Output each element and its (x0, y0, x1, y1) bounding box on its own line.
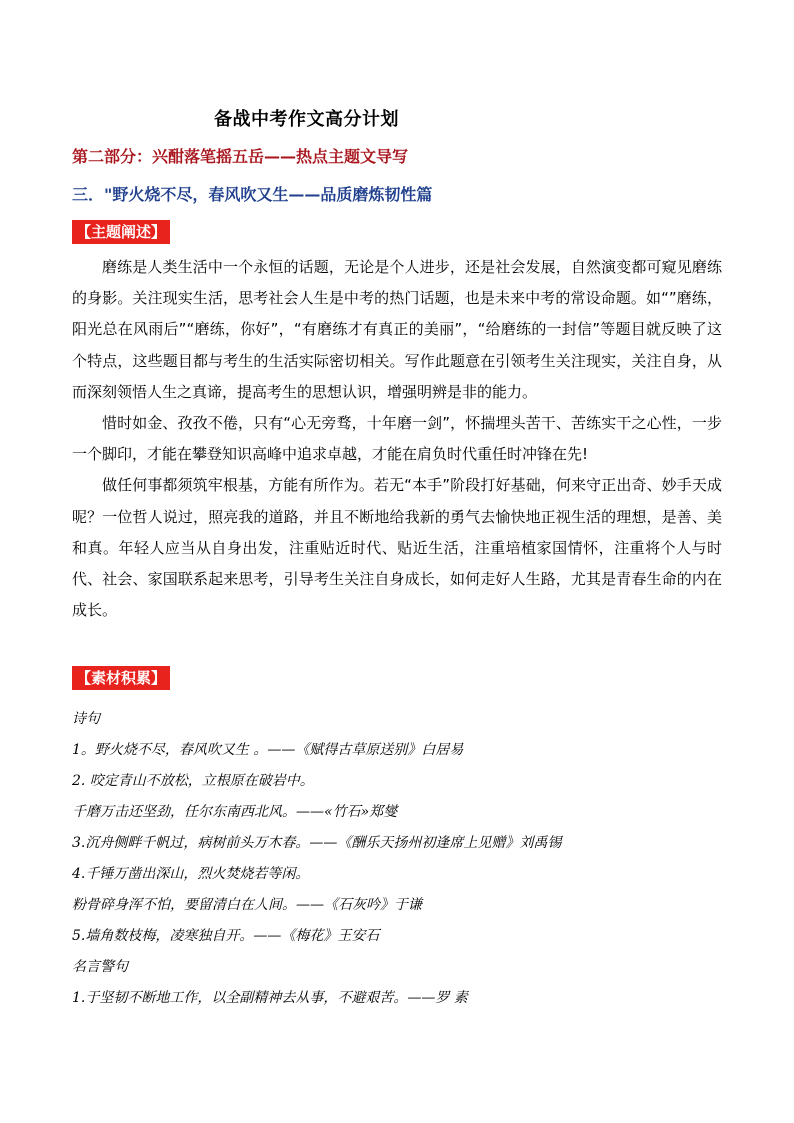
list-item: 1。野火烧不尽，春风吹又生 。——《赋得古草原送别》白居易 (72, 742, 464, 758)
material-tag: 【素材积累】 (72, 666, 170, 690)
theme-paragraph: 做任何事都须筑牢根基，方能有所作为。若无“本手”阶段打好基础，何来守正出奇、妙手天成呢？一位哲人说过，照亮我的道路，并且不断地给我新的勇气去愉快地正视生活的理想，是善、美和真。年轻人应当从自身出发，注重贴近时代、贴近生活，注重培植家国情怀，注重将个人与时代、社会、家国联系起来思考，引导考生关注自身成长，如何走好人生路，尤其是青春生命的内在成长。 (72, 476, 722, 620)
list-item: 千磨万击还坚劲，任尔东南西北风。——«竹石»郑燮 (72, 804, 398, 820)
list-item: 4.千锤万凿出深山，烈火焚烧若等闲。 (72, 866, 310, 882)
list-item: 5.墙角数枝梅，凌寒独自开。——《梅花》王安石 (72, 928, 380, 944)
list-item: 2. 咬定青山不放松，立根原在破岩中。 (72, 773, 314, 789)
list-item: 1.于坚韧不断地工作，以全副精神去从事，不避艰苦。——罗 素 (72, 990, 468, 1006)
material-list (72, 704, 732, 1014)
theme-paragraph: 磨练是人类生活中一个永恒的话题，无论是个人进步，还是社会发展，自然演变都可窥见磨练的身影。关注现实生活，思考社会人生是中考的热门话题，也是未来中考的常设命题。如“”磨练，阳光总在风雨后”“磨练，你好”，“有磨练才有真正的美丽”，“给磨练的一封信”等题目就反映了这个特点，这些题目都与考生的生活实际密切相关。写作此题意在引领考生关注现实，关注自身，从而深刻领悟人生之真谛，提高考生的思想认识，增强明辨是非的能力。 (72, 258, 722, 401)
theme-tag: 【主题阐述】 (72, 220, 170, 244)
list-item: 诗句 (72, 711, 100, 727)
theme-body (72, 252, 722, 626)
list-item: 粉骨碎身浑不怕，要留清白在人间。——《石灰吟》于谦 (72, 897, 422, 913)
theme-paragraph: 惜时如金、孜孜不倦，只有“心无旁骛，十年磨一剑”，怀揣埋头苦干、苦练实干之心性，一步一个脚印，才能在攀登知识高峰中追求卓越，才能在肩负时代重任时冲锋在先! (72, 414, 722, 464)
section-heading: 三．"野火烧不尽，春风吹又生——品质磨炼韧性篇 (72, 185, 433, 204)
part-heading: 第二部分：兴酣落笔摇五岳——热点主题文导写 (72, 147, 409, 166)
list-item: 名言警句 (72, 959, 128, 975)
list-item: 3.沉舟侧畔千帆过，病树前头万木春。——《酬乐天扬州初逢席上见赠》刘禹锡 (72, 835, 562, 851)
document-title: 备战中考作文高分计划 (214, 109, 399, 130)
